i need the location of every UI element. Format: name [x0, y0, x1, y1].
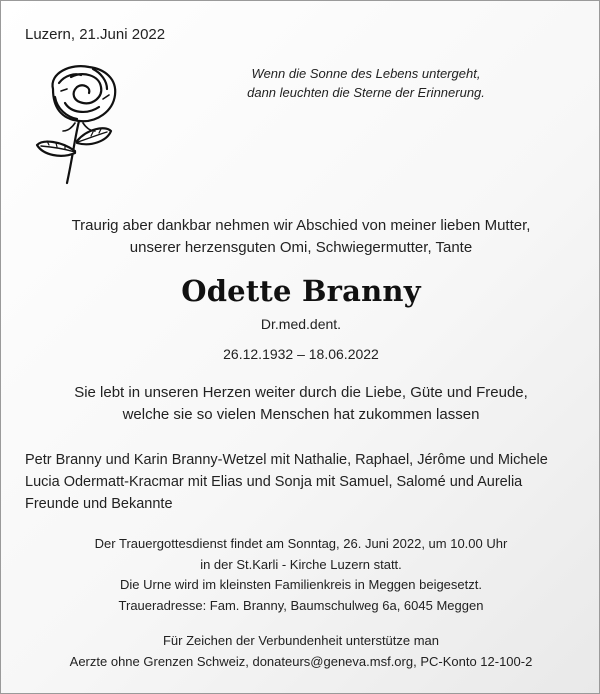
intro-line: Traurig aber dankbar nehmen wir Abschied von meiner lieben Mutter,	[71, 217, 531, 234]
deceased-name: Odette Branny	[181, 274, 421, 308]
mourner-line: Freunde und Bekannte	[25, 496, 173, 512]
service-line: Die Urne wird im kleinsten Familienkreis in Meggen beigesetzt.	[120, 577, 482, 592]
donation-info	[1, 631, 600, 672]
service-line: Der Trauergottesdienst findet am Sonntag, 26. Juni 2022, um 10.00 Uhr	[94, 536, 508, 551]
service-line: Traueradresse: Fam. Branny, Baumschulweg 6a, 6045 Meggen	[118, 597, 484, 613]
tribute-line: Sie lebt in unseren Herzen weiter durch die Liebe, Güte und Freude,	[74, 384, 528, 401]
donation-line: Aerzte ohne Grenzen Schweiz, donateurs@geneva.msf.org, PC-Konto 12-100-2	[69, 653, 533, 669]
rose-icon	[31, 59, 131, 189]
deceased-title: Dr.med.dent.	[260, 316, 342, 332]
quote-line: dann leuchten die Sterne der Erinnerung.	[247, 85, 485, 100]
mourner-line: Petr Branny und Karin Branny-Wetzel mit Nathalie, Raphael, Jérôme und Michele	[25, 452, 548, 468]
tribute-line: welche sie so vielen Menschen hat zukommen lassen	[122, 406, 480, 423]
quote-line: Wenn die Sonne des Lebens untergeht,	[251, 66, 481, 81]
mourner-line: Lucia Odermatt-Kracmar mit Elias und Sonja mit Samuel, Salomé und Aurelia	[25, 474, 523, 490]
donation-line: Für Zeichen der Verbundenheit unterstütze man	[162, 633, 440, 648]
memorial-quote	[201, 64, 531, 102]
tribute-text	[1, 382, 600, 426]
farewell-intro	[1, 215, 600, 259]
service-details	[1, 534, 600, 616]
mourners-list	[25, 449, 585, 515]
life-dates: 26.12.1932 – 18.06.2022	[223, 346, 379, 362]
place-date: Luzern, 21.Juni 2022	[25, 26, 166, 43]
intro-line: unserer herzensguten Omi, Schwiegermutter, Tante	[129, 239, 473, 256]
service-line: in der St.Karli - Kirche Luzern statt.	[200, 556, 402, 572]
